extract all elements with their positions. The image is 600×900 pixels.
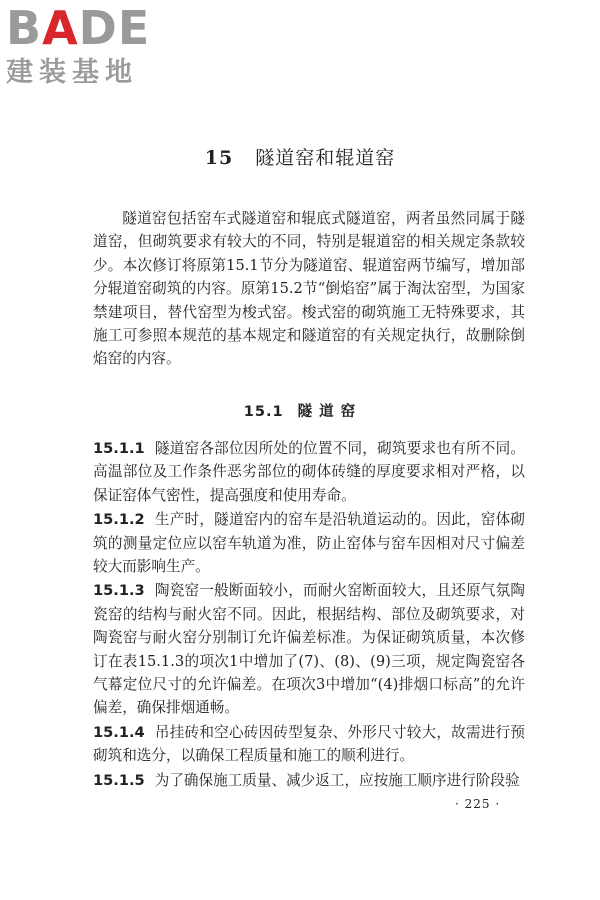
section-title-text: 隧 道 窑: [297, 404, 357, 420]
clause-number: 15.1.1: [93, 440, 145, 457]
section-number: 15.1: [243, 404, 284, 420]
logo-wordmark: [6, 2, 176, 54]
chapter-title-text: 隧道窑和辊道窑: [255, 147, 396, 169]
bade-logo: [6, 2, 176, 90]
clause-number: 15.1.3: [93, 582, 145, 600]
clause-number: 15.1.4: [93, 723, 145, 741]
clause-15-1-5: [93, 769, 525, 792]
logo-letter-a: A: [42, 1, 79, 55]
clause-text: 生产时，隧道窑内的窑车是沿轨道运动的。因此，窑体砌筑的测量定位应以窑车轨道为准，防止窑体与窑车因相对尺寸偏差较大而影响生产。: [93, 511, 525, 576]
chapter-number: 15: [204, 147, 234, 169]
clause-15-1-4: [93, 721, 525, 768]
logo-letters-de: DE: [78, 1, 151, 55]
clause-text: 为了确保施工质量、减少返工，应按施工顺序进行阶段验: [154, 771, 520, 789]
chapter-title: [0, 143, 600, 170]
section-title: [0, 400, 600, 421]
clause-text: 吊挂砖和空心砖因砖型复杂、外形尺寸较大，故需进行预砌筑和选分，以确保工程质量和施工的顺利进行。: [93, 723, 525, 765]
logo-letter-b: B: [6, 1, 43, 55]
intro-paragraph: 隧道窑包括窑车式隧道窑和辊底式隧道窑，两者虽然同属于隧道窑，但砌筑要求有较大的不同，特别是辊道窑的相关规定条款较少。本次修订将原第15.1节分为隧道窑、辊道窑两节编写，增加部分辊道窑砌筑的内容。原第15.2节“倒焰窑”属于淘汰窑型，为国家禁建项目，替代窑型为梭式窑。梭式窑的砌筑施工无特殊要求，其施工可参照本规范的基本规定和隧道窑的有关规定执行，故删除倒焰窑的内容。: [93, 210, 525, 368]
clause-text: 隧道窑各部位因所处的位置不同，砌筑要求也有所不同。高温部位及工作条件恶劣部位的砌体砖缝的厚度要求相对严格，以保证窑体气密性，提高强度和使用寿命。: [93, 440, 525, 504]
clause-15-1-1: [93, 437, 525, 507]
clause-text: 陶瓷窑一般断面较小，而耐火窑断面较大，且还原气氛陶瓷窑的结构与耐火窑不同。因此，根据结构、部位及砌筑要求，对陶瓷窑与耐火窑分别制订允许偏差标准。为保证砌筑质量，本次修订在表15.1.3的项次1中增加了(7)、(8)、(9)三项，规定陶瓷窑各气幕定位尺寸的允许偏差。在项次3中增加“(4)排烟口标高”的允许偏差，确保排烟通畅。: [93, 582, 525, 717]
logo-subtitle: 建装基地: [6, 57, 138, 88]
clause-15-1-2: [93, 508, 525, 578]
clause-15-1-3: [93, 579, 525, 719]
clause-list: [93, 437, 525, 793]
page-number: · 225 ·: [455, 797, 501, 811]
clause-number: 15.1.5: [93, 771, 145, 789]
clause-number: 15.1.2: [93, 511, 145, 529]
